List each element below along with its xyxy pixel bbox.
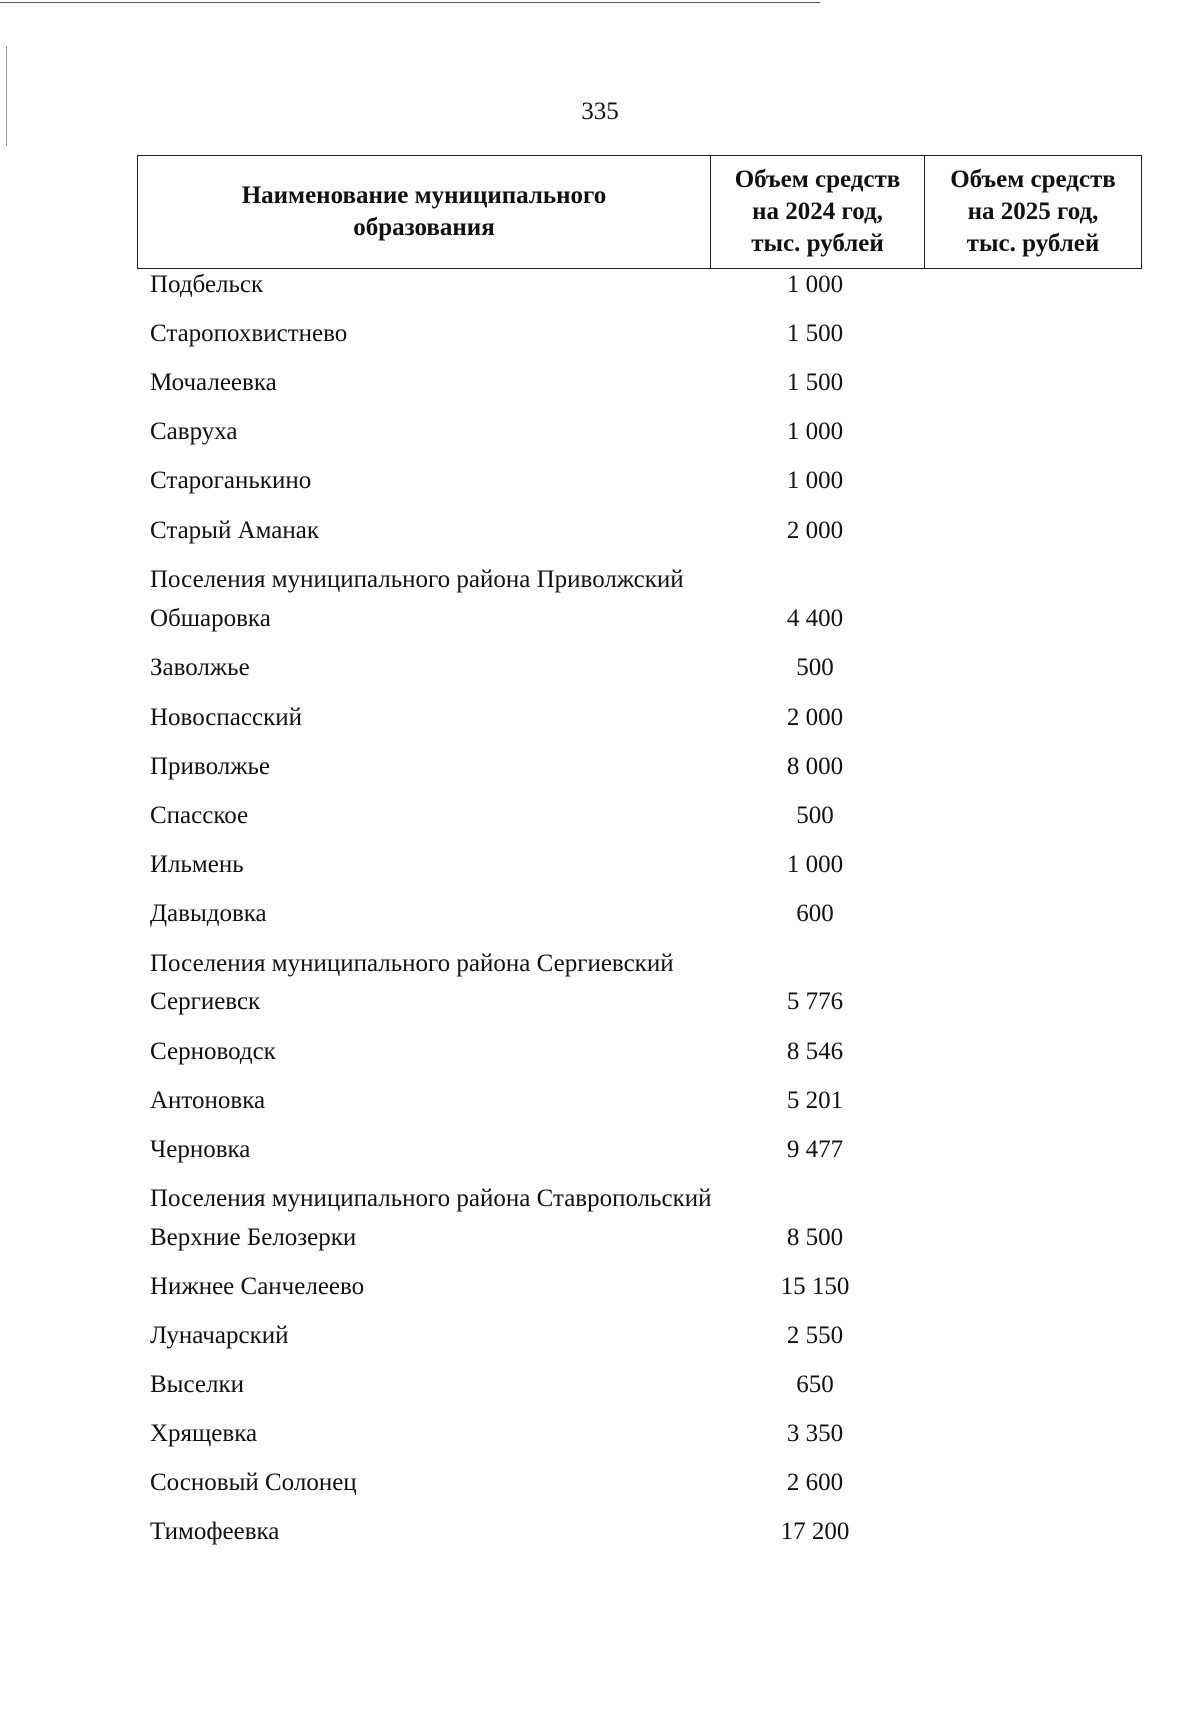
- amount-2024: 15 150: [780, 1273, 850, 1300]
- table-row: [0, 1518, 1200, 1552]
- header-amount-2024: Объем средств на 2024 год, тыс. рублей: [711, 156, 925, 268]
- municipality-name: Подбельск: [150, 271, 264, 298]
- amount-2024: 650: [796, 1371, 834, 1398]
- municipality-name: Хрящевка: [150, 1420, 258, 1447]
- amount-2024: 600: [796, 900, 834, 927]
- amount-2024: 5 201: [786, 1087, 844, 1114]
- table-row: [0, 1136, 1200, 1170]
- table-row: [0, 851, 1200, 885]
- table-row: [0, 1420, 1200, 1454]
- municipality-name: Черновка: [150, 1136, 251, 1163]
- table-row: [0, 467, 1200, 501]
- amount-2024: 1 500: [786, 369, 844, 396]
- municipality-name: Тимофеевка: [150, 1518, 280, 1545]
- amount-2024: 3 350: [786, 1420, 844, 1447]
- table-row: [0, 369, 1200, 403]
- municipality-name: Мочалеевка: [150, 369, 277, 396]
- amount-2024: 8 500: [786, 1224, 844, 1251]
- amount-2024: 1 000: [786, 418, 844, 445]
- municipality-name: Сосновый Солонец: [150, 1469, 357, 1496]
- table-row: [0, 605, 1200, 639]
- amount-2024: 4 400: [786, 605, 844, 632]
- amount-2024: 1 500: [786, 320, 844, 347]
- municipality-name: Сергиевск: [150, 988, 261, 1015]
- municipality-name: Обшаровка: [150, 605, 271, 632]
- table-row: [0, 1371, 1200, 1405]
- table-header: [137, 155, 1142, 269]
- municipality-name: Давыдовка: [150, 900, 267, 927]
- table-row: [0, 1469, 1200, 1503]
- municipality-name: Старый Аманак: [150, 517, 320, 544]
- table-row: [0, 802, 1200, 836]
- table-row: [0, 654, 1200, 688]
- municipality-name: Савруха: [150, 418, 238, 445]
- left-margin-mark: [6, 46, 7, 146]
- amount-2024: 5 776: [786, 988, 844, 1015]
- table-row: [0, 418, 1200, 452]
- table-row: [0, 988, 1200, 1022]
- group-title: Поселения муниципального района Приволжский: [150, 566, 684, 593]
- municipality-name: Выселки: [150, 1371, 244, 1398]
- municipality-name: Старопохвистнево: [150, 320, 348, 347]
- municipality-name: Верхние Белозерки: [150, 1224, 357, 1251]
- amount-2024: 8 000: [786, 753, 844, 780]
- table-row: [0, 1273, 1200, 1307]
- amount-2024: 17 200: [780, 1518, 850, 1545]
- group-title: Поселения муниципального района Ставропольский: [150, 1185, 712, 1212]
- table-row: [0, 1224, 1200, 1258]
- table-row: [0, 517, 1200, 551]
- municipality-name: Приволжье: [150, 753, 270, 780]
- header-amount-2025: Объем средств на 2025 год, тыс. рублей: [950, 166, 1116, 257]
- table-row: [0, 900, 1200, 934]
- table-row: [0, 753, 1200, 787]
- amount-2024: 8 546: [786, 1038, 844, 1065]
- amount-2024: 1 000: [786, 271, 844, 298]
- municipality-name: Ильмень: [150, 851, 244, 878]
- amount-2024: 500: [796, 654, 834, 681]
- municipality-name: Серноводск: [150, 1038, 276, 1065]
- header-municipality-name: Наименование муниципального образования: [138, 156, 711, 268]
- table-row: [0, 320, 1200, 354]
- top-scan-line: [0, 2, 820, 3]
- amount-2024: 2 000: [786, 704, 844, 731]
- table-row: [0, 704, 1200, 738]
- municipality-name: Луначарский: [150, 1322, 289, 1349]
- page-number: 335: [581, 98, 619, 125]
- amount-2024: 2 000: [786, 517, 844, 544]
- amount-2024: 1 000: [786, 851, 844, 878]
- municipality-name: Антоновка: [150, 1087, 266, 1114]
- amount-2024: 500: [796, 802, 834, 829]
- municipality-name: Староганькино: [150, 467, 312, 494]
- table-row: [0, 271, 1200, 305]
- municipality-name: Спасское: [150, 802, 249, 829]
- municipality-name: Заволжье: [150, 654, 250, 681]
- group-title: Поселения муниципального района Сергиевский: [150, 950, 674, 977]
- amount-2024: 2 550: [786, 1322, 844, 1349]
- table-row: [0, 1322, 1200, 1356]
- amount-2024: 9 477: [786, 1136, 844, 1163]
- municipality-name: Нижнее Санчелеево: [150, 1273, 365, 1300]
- amount-2024: 1 000: [786, 467, 844, 494]
- municipality-name: Новоспасский: [150, 704, 302, 731]
- amount-2024: 2 600: [786, 1469, 844, 1496]
- table-row: [0, 1087, 1200, 1121]
- table-row: [0, 1038, 1200, 1072]
